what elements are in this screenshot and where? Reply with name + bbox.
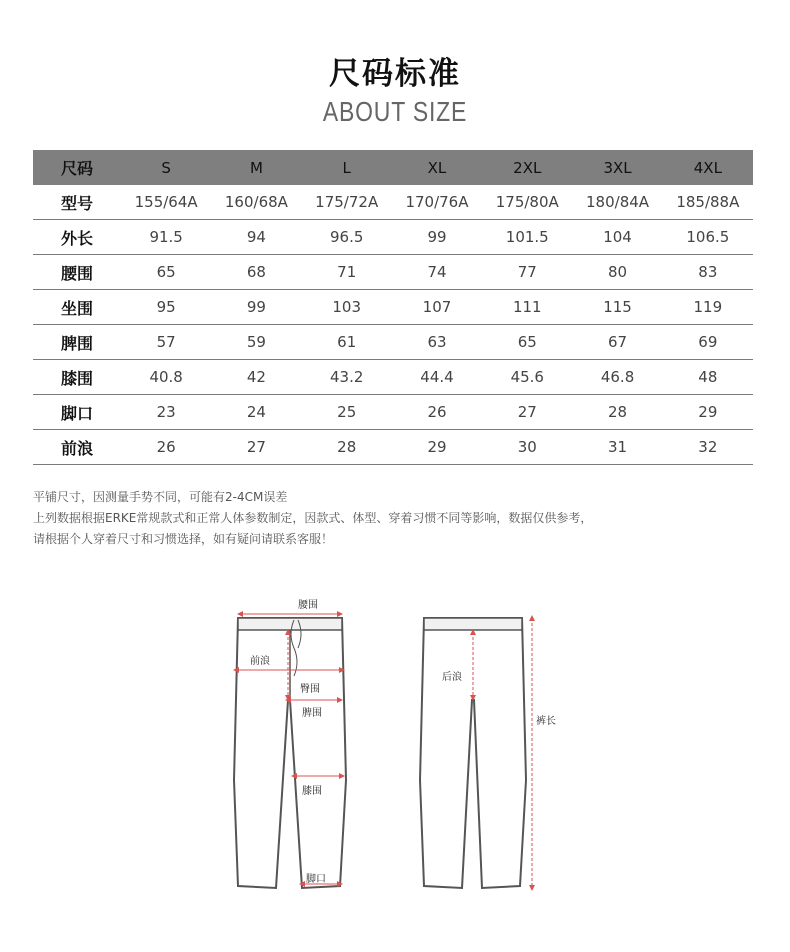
table-cell: 28: [302, 430, 392, 465]
table-cell: 29: [392, 430, 482, 465]
table-cell: 101.5: [482, 220, 572, 255]
table-cell: 170/76A: [392, 185, 482, 220]
table-cell: 119: [663, 290, 753, 325]
table-cell: 80: [572, 255, 662, 290]
table-cell: 30: [482, 430, 572, 465]
table-cell: 91.5: [121, 220, 211, 255]
label-hip: 臀围: [300, 684, 320, 695]
table-cell: 77: [482, 255, 572, 290]
row-label: 外长: [33, 220, 121, 255]
table-cell: 27: [482, 395, 572, 430]
table-cell: 31: [572, 430, 662, 465]
label-knee: 膝围: [302, 786, 322, 797]
pants-measurement-diagram: [210, 590, 580, 910]
table-row: [33, 360, 753, 395]
table-row: [33, 325, 753, 360]
table-cell: 26: [392, 395, 482, 430]
header-cell: 尺码: [33, 150, 121, 185]
table-cell: 45.6: [482, 360, 572, 395]
table-cell: 95: [121, 290, 211, 325]
table-cell: 23: [121, 395, 211, 430]
label-front-rise: 前浪: [250, 656, 270, 667]
table-cell: 83: [663, 255, 753, 290]
table-cell: 61: [302, 325, 392, 360]
row-label: 腰围: [33, 255, 121, 290]
row-label: 前浪: [33, 430, 121, 465]
note-line: 平铺尺寸，因测量手势不同，可能有2-4CM误差: [33, 490, 288, 504]
table-cell: 28: [572, 395, 662, 430]
header-cell: S: [121, 150, 211, 185]
size-notes: [33, 487, 592, 550]
table-cell: 24: [211, 395, 301, 430]
table-cell: 96.5: [302, 220, 392, 255]
table-cell: 68: [211, 255, 301, 290]
table-cell: 160/68A: [211, 185, 301, 220]
row-label: 坐围: [33, 290, 121, 325]
table-cell: 32: [663, 430, 753, 465]
table-cell: 43.2: [302, 360, 392, 395]
table-cell: 40.8: [121, 360, 211, 395]
page-subtitle: ABOUT SIZE: [322, 96, 468, 127]
header-cell: 3XL: [572, 150, 662, 185]
table-cell: 175/72A: [302, 185, 392, 220]
table-cell: 69: [663, 325, 753, 360]
label-hem: 脚口: [306, 874, 326, 885]
label-back-rise: 后浪: [442, 672, 462, 683]
table-cell: 103: [302, 290, 392, 325]
table-cell: 59: [211, 325, 301, 360]
table-cell: 26: [121, 430, 211, 465]
table-cell: 44.4: [392, 360, 482, 395]
table-cell: 48: [663, 360, 753, 395]
table-cell: 65: [121, 255, 211, 290]
table-cell: 155/64A: [121, 185, 211, 220]
table-cell: 111: [482, 290, 572, 325]
table-cell: 115: [572, 290, 662, 325]
header-cell: L: [302, 150, 392, 185]
table-cell: 107: [392, 290, 482, 325]
note-line: 请根据个人穿着尺寸和习惯选择，如有疑问请联系客服！: [33, 532, 334, 546]
header-cell: XL: [392, 150, 482, 185]
table-row: [33, 430, 753, 465]
table-row: [33, 255, 753, 290]
label-length: 裤长: [536, 716, 556, 727]
header-cell: 4XL: [663, 150, 753, 185]
size-table-body: [33, 185, 753, 465]
row-label: 型号: [33, 185, 121, 220]
table-cell: 57: [121, 325, 211, 360]
note-line: 上列数据根据ERKE常规款式和正常人体参数制定，因款式、体型、穿着习惯不同等影响，数据仅供参考，: [33, 511, 593, 525]
table-cell: 65: [482, 325, 572, 360]
table-cell: 99: [392, 220, 482, 255]
table-cell: 42: [211, 360, 301, 395]
table-cell: 67: [572, 325, 662, 360]
label-thigh: 脾围: [302, 708, 322, 719]
table-cell: 71: [302, 255, 392, 290]
table-cell: 104: [572, 220, 662, 255]
table-row: [33, 185, 753, 220]
table-cell: 29: [663, 395, 753, 430]
table-cell: 46.8: [572, 360, 662, 395]
table-cell: 185/88A: [663, 185, 753, 220]
table-cell: 63: [392, 325, 482, 360]
table-cell: 27: [211, 430, 301, 465]
row-label: 脾围: [33, 325, 121, 360]
table-cell: 94: [211, 220, 301, 255]
table-row: [33, 395, 753, 430]
table-cell: 25: [302, 395, 392, 430]
header-cell: M: [211, 150, 301, 185]
size-table: [33, 150, 753, 465]
size-table-header: [33, 150, 753, 185]
table-row: [33, 290, 753, 325]
label-waist: 腰围: [298, 600, 318, 611]
table-cell: 106.5: [663, 220, 753, 255]
table-row: [33, 220, 753, 255]
page-title: 尺码标准: [329, 56, 461, 92]
table-cell: 175/80A: [482, 185, 572, 220]
table-cell: 180/84A: [572, 185, 662, 220]
table-cell: 99: [211, 290, 301, 325]
row-label: 膝围: [33, 360, 121, 395]
header-cell: 2XL: [482, 150, 572, 185]
table-cell: 74: [392, 255, 482, 290]
row-label: 脚口: [33, 395, 121, 430]
